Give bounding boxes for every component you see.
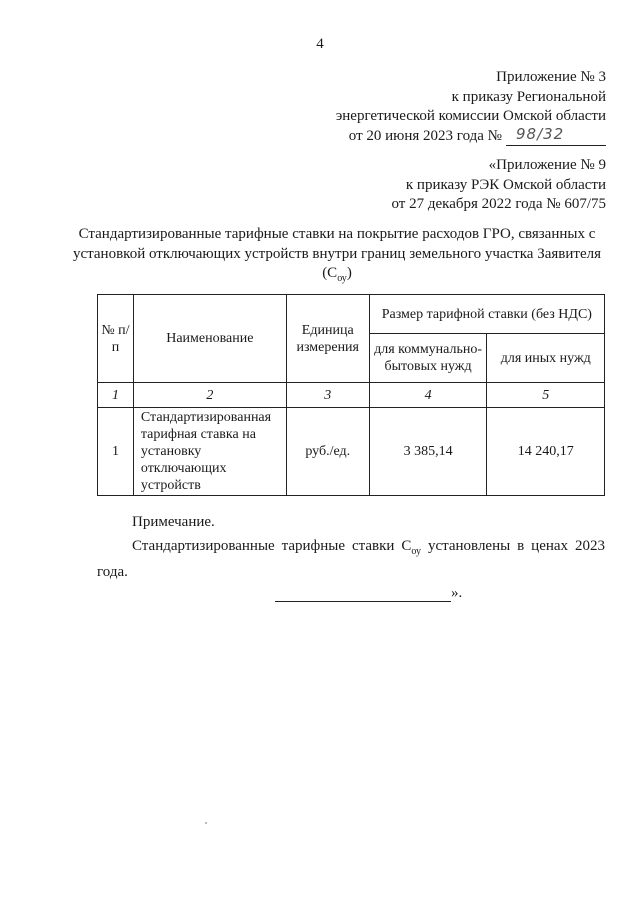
closing-underline <box>275 587 451 602</box>
note-subscript: оу <box>411 546 422 557</box>
header-household: для коммунально-бытовых нужд <box>369 334 487 383</box>
header-other: для иных нужд <box>487 334 605 383</box>
header-num: № п/п <box>98 295 134 383</box>
closing-quote: ». <box>451 585 463 601</box>
row-unit: руб./ед. <box>286 408 369 496</box>
table-row <box>98 408 605 496</box>
index-cell: 2 <box>133 383 286 408</box>
appendix-9-header <box>391 156 606 215</box>
title-subscript: оу <box>337 273 347 284</box>
closing-line <box>275 585 462 602</box>
column-index-row <box>98 383 605 408</box>
title-close: ) <box>346 265 352 281</box>
appendix-3-line-2: к приказу Региональной <box>451 88 606 105</box>
note-text <box>97 536 605 583</box>
note-heading: Примечание. <box>132 514 215 530</box>
header-name: Наименование <box>133 295 286 383</box>
index-cell: 4 <box>369 383 487 408</box>
note-text-after: установлены в ценах 2023 года. <box>97 538 605 580</box>
note-text-before: Стандартизированные тарифные ставки С <box>132 538 412 554</box>
header-rate-group: Размер тарифной ставки (без НДС) <box>369 295 604 334</box>
appendix-3-header <box>336 68 606 146</box>
page-number: 4 <box>316 36 324 52</box>
index-cell: 5 <box>487 383 605 408</box>
row-name: Стандартизированная тарифная ставка на установку отключающих устройств <box>133 408 286 496</box>
appendix-9-line-3: от 27 декабря 2022 года № 607/75 <box>391 196 606 212</box>
handwritten-order-number: 98/32 <box>516 124 565 143</box>
order-number-field <box>506 124 606 146</box>
appendix-3-line-4 <box>336 124 606 147</box>
index-cell: 1 <box>98 383 134 408</box>
document-title <box>64 225 610 289</box>
appendix-3-line-1: Приложение № 3 <box>496 69 606 85</box>
tariff-table <box>97 294 605 496</box>
appendix-9-line-1: «Приложение № 9 <box>488 157 606 173</box>
row-household-value: 3 385,14 <box>369 408 487 496</box>
title-text: Стандартизированные тарифные ставки на покрытие расходов ГРО, связанных с установкой отключающих устройств внутри границ земельного участка Заявителя (С <box>73 226 601 281</box>
header-unit: Единица измерения <box>286 295 369 383</box>
order-date-text: от 20 июня 2023 года № <box>348 127 502 144</box>
index-cell: 3 <box>286 383 369 408</box>
scan-speck <box>205 822 207 824</box>
row-other-value: 14 240,17 <box>487 408 605 496</box>
appendix-3-line-3: энергетической комиссии Омской области <box>335 108 606 124</box>
row-num: 1 <box>98 408 134 496</box>
appendix-9-line-2: к приказу РЭК Омской области <box>405 176 606 193</box>
